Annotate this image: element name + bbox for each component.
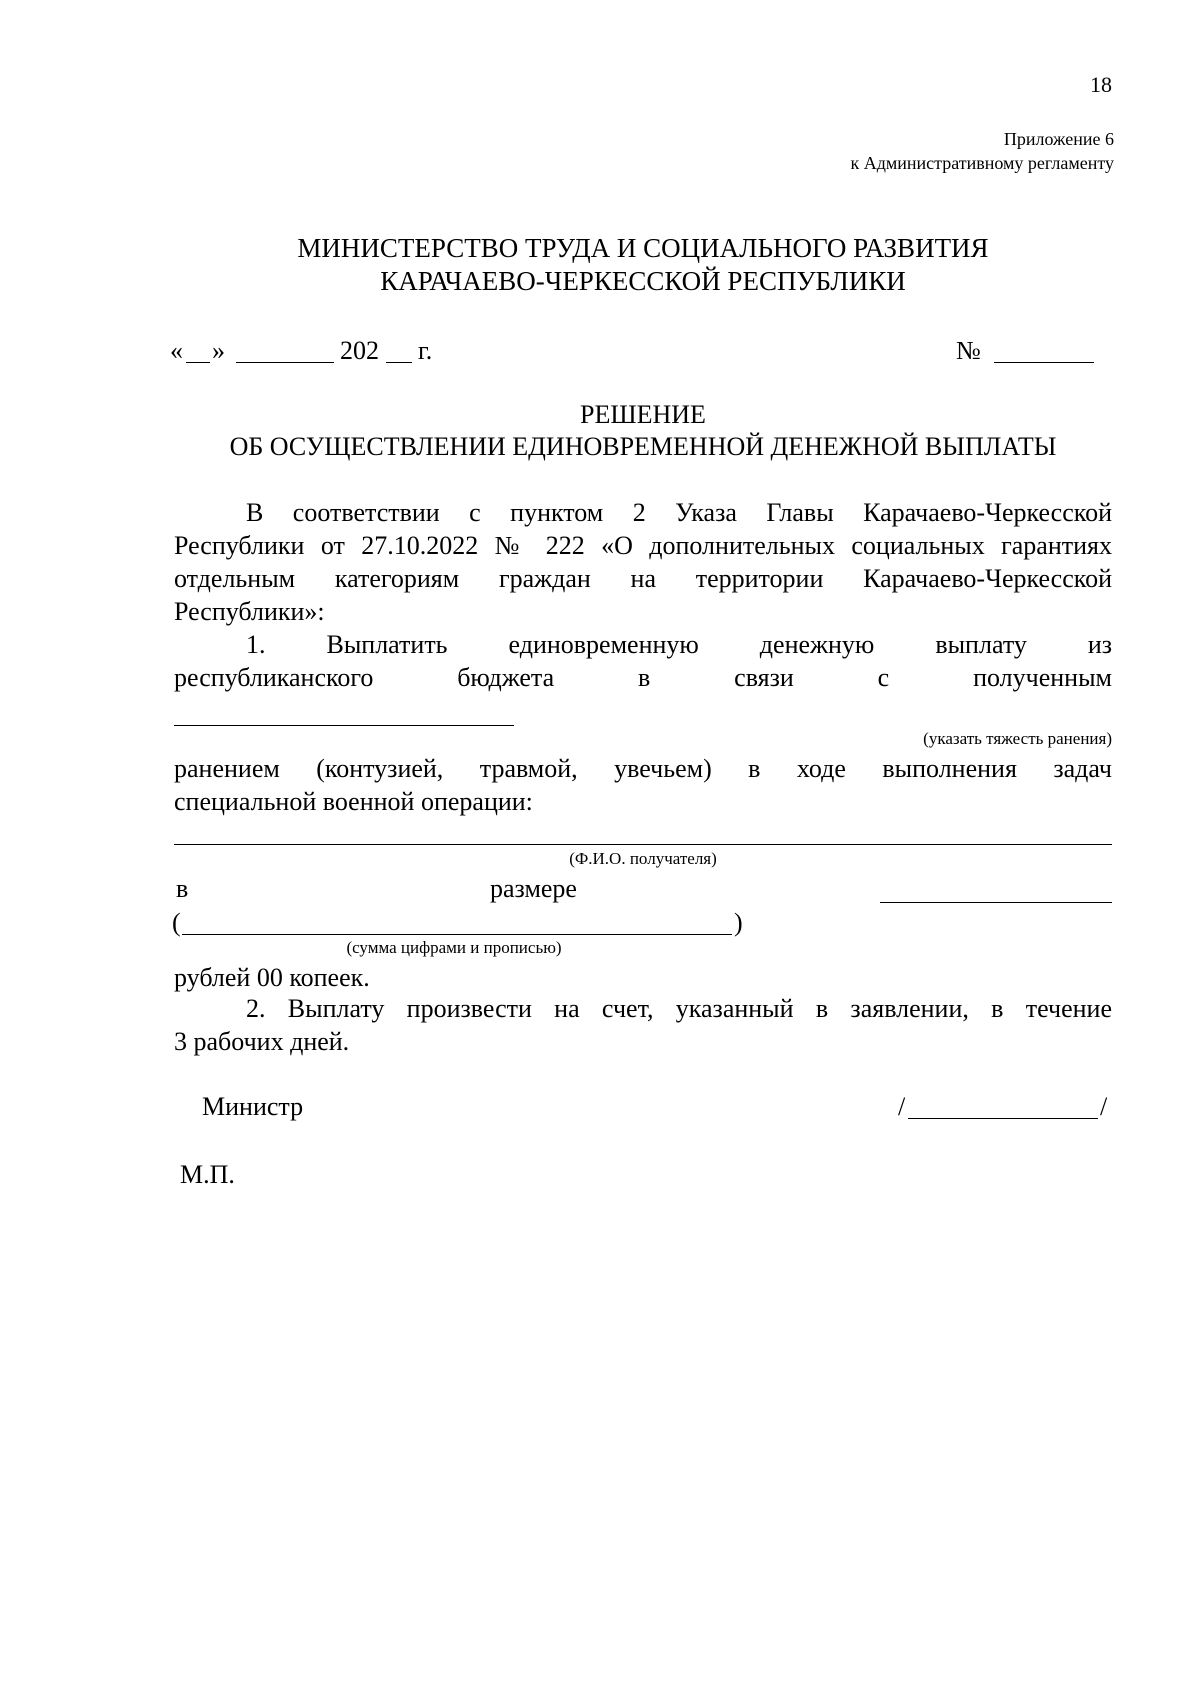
stamp-place: М.П. — [180, 1160, 235, 1189]
item-1-line-1: 1. Выплатить единовременную денежную выплату из — [246, 630, 1112, 659]
date-close-quote: » — [212, 336, 225, 365]
date-open-quote: « — [170, 336, 183, 365]
item-1-line-2: республиканского бюджета в связи с полученным — [174, 663, 1112, 692]
amount-words-blank — [182, 934, 732, 935]
year-suffix: г. — [418, 336, 433, 365]
number-blank — [994, 362, 1094, 363]
appendix-line-1: Приложение 6 — [1003, 129, 1114, 149]
injury-severity-blank — [174, 725, 514, 726]
decision-subtitle: ОБ ОСУЩЕСТВЛЕНИИ ЕДИНОВРЕМЕННОЙ ДЕНЕЖНОЙ ВЫПЛАТЫ — [229, 432, 1057, 461]
preamble-line-4: Республики»: — [174, 597, 325, 626]
recipient-name-blank — [174, 844, 1112, 845]
ministry-name-line-1: МИНИСТЕРСТВО ТРУДА И СОЦИАЛЬНОГО РАЗВИТИЯ — [297, 233, 989, 263]
signature-blank — [908, 1118, 1098, 1119]
number-sign: № — [956, 336, 981, 365]
amount-preposition: в — [176, 874, 189, 903]
signature-slash-close: / — [1100, 1092, 1108, 1121]
amount-hint: (сумма цифрами и прописью) — [346, 938, 562, 957]
month-blank — [236, 362, 334, 363]
preamble-line-1: В соответствии с пунктом 2 Указа Главы Карачаево-Черкесской — [246, 498, 1112, 527]
year-blank — [386, 362, 412, 363]
signatory-title: Министр — [202, 1092, 304, 1121]
decision-title: РЕШЕНИЕ — [580, 400, 706, 429]
page-number: 18 — [1090, 72, 1112, 97]
paren-close: ) — [734, 908, 743, 937]
item-1-line-3: ранением (контузией, травмой, увечьем) в ходе выполнения задач — [174, 754, 1112, 783]
recipient-name-hint: (Ф.И.О. получателя) — [569, 849, 717, 868]
ministry-name-line-2: КАРАЧАЕВО-ЧЕРКЕССКОЙ РЕСПУБЛИКИ — [380, 266, 906, 296]
item-1-line-4: специальной военной операции: — [174, 787, 533, 816]
amount-digits-blank — [880, 902, 1112, 903]
appendix-line-2: к Административному регламенту — [850, 153, 1114, 173]
day-blank — [186, 362, 210, 363]
amount-label: размере — [490, 874, 577, 903]
signature-slash-open: / — [898, 1092, 906, 1121]
preamble-line-3: отдельным категориям граждан на территории Карачаево-Черкесской — [174, 564, 1112, 593]
item-2-line-1: 2. Выплату произвести на счет, указанный в заявлении, в течение — [246, 994, 1112, 1023]
preamble-line-2: Республики от 27.10.2022 № 222 «О дополнительных социальных гарантиях — [174, 531, 1112, 560]
paren-open: ( — [172, 908, 181, 937]
item-2-line-2: 3 рабочих дней. — [174, 1027, 350, 1056]
injury-severity-hint: (указать тяжесть ранения) — [923, 729, 1112, 748]
year-prefix: 202 — [340, 336, 379, 365]
rubles-line: рублей 00 копеек. — [174, 963, 370, 992]
